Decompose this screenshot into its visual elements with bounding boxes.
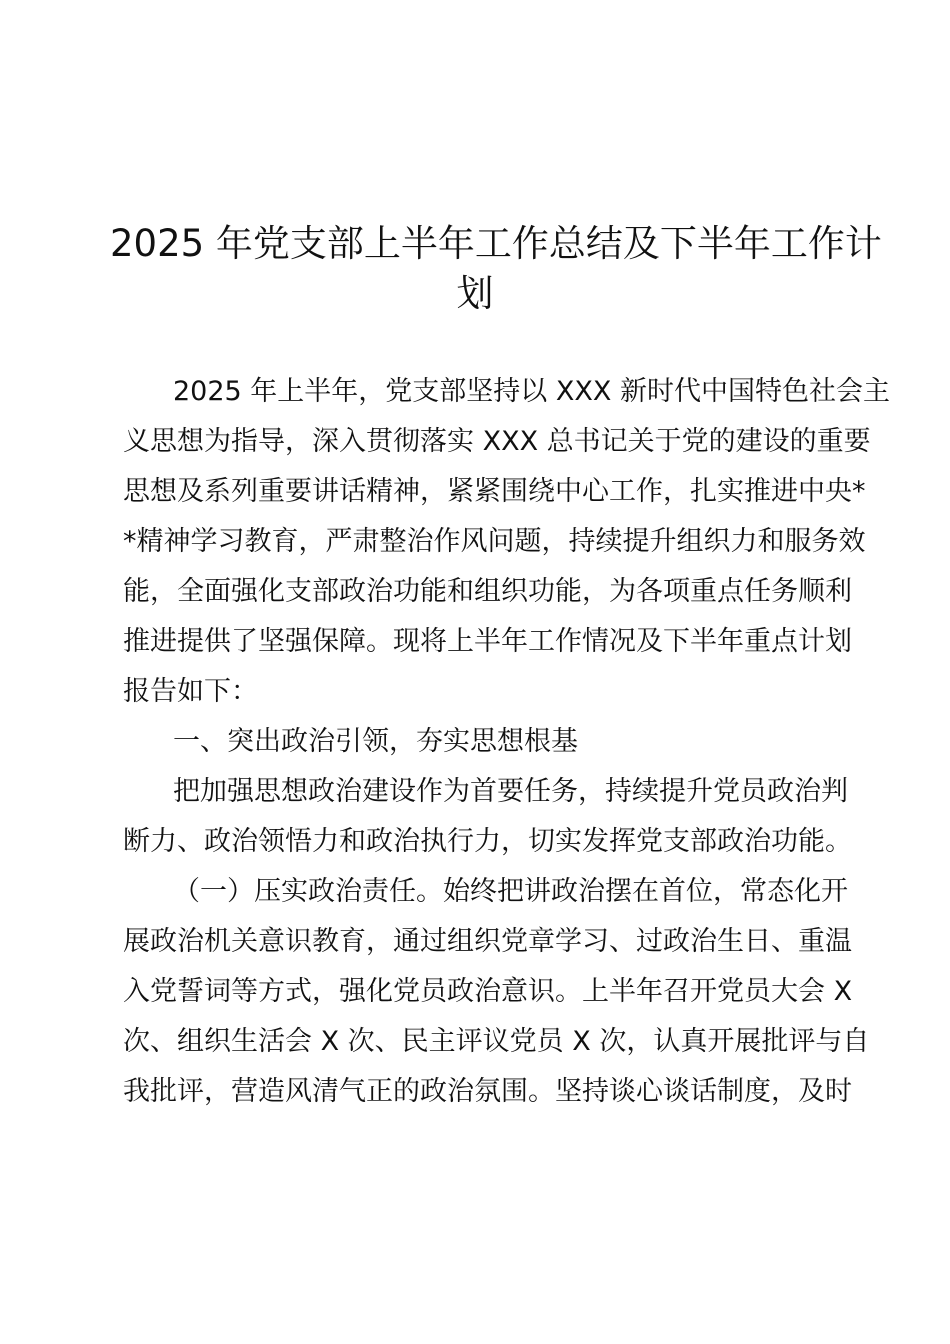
intro-line-6: 推进提供了坚强保障。现将上半年工作情况及下半年重点计划 (123, 626, 852, 657)
subsection-line-5: 我批评，营造风清气正的政治氛围。坚持谈心谈话制度，及时 (123, 1076, 852, 1107)
intro-line-2: 义思想为指导，深入贯彻落实 XXX 总书记关于党的建设的重要 (123, 426, 871, 457)
section-paragraph-line-2: 断力、政治领悟力和政治执行力，切实发挥党支部政治功能。 (123, 826, 852, 857)
section-paragraph-line-1: 把加强思想政治建设作为首要任务，持续提升党员政治判 (173, 776, 848, 807)
document-title-line-2: 划 (456, 272, 494, 315)
intro-line-5: 能，全面强化支部政治功能和组织功能，为各项重点任务顺利 (123, 576, 852, 607)
intro-line-1: 2025 年上半年，党支部坚持以 XXX 新时代中国特色社会主 (173, 376, 890, 407)
intro-line-3: 思想及系列重要讲话精神，紧紧围绕中心工作，扎实推进中央* (123, 476, 866, 507)
subsection-line-3: 入党誓词等方式，强化党员政治意识。上半年召开党员大会 X (123, 976, 853, 1007)
intro-line-4: *精神学习教育，严肃整治作风问题，持续提升组织力和服务效 (123, 526, 866, 557)
subsection-line-4: 次、组织生活会 X 次、民主评议党员 X 次，认真开展批评与自 (123, 1026, 870, 1057)
document-title-line-1: 2025 年党支部上半年工作总结及下半年工作计 (110, 222, 882, 265)
section-heading: 一、突出政治引领，夯实思想根基 (173, 726, 578, 757)
intro-line-7: 报告如下： (123, 676, 258, 707)
subsection-line-1: （一）压实政治责任。始终把讲政治摆在首位，常态化开 (173, 876, 848, 907)
subsection-line-2: 展政治机关意识教育，通过组织党章学习、过政治生日、重温 (123, 926, 852, 957)
